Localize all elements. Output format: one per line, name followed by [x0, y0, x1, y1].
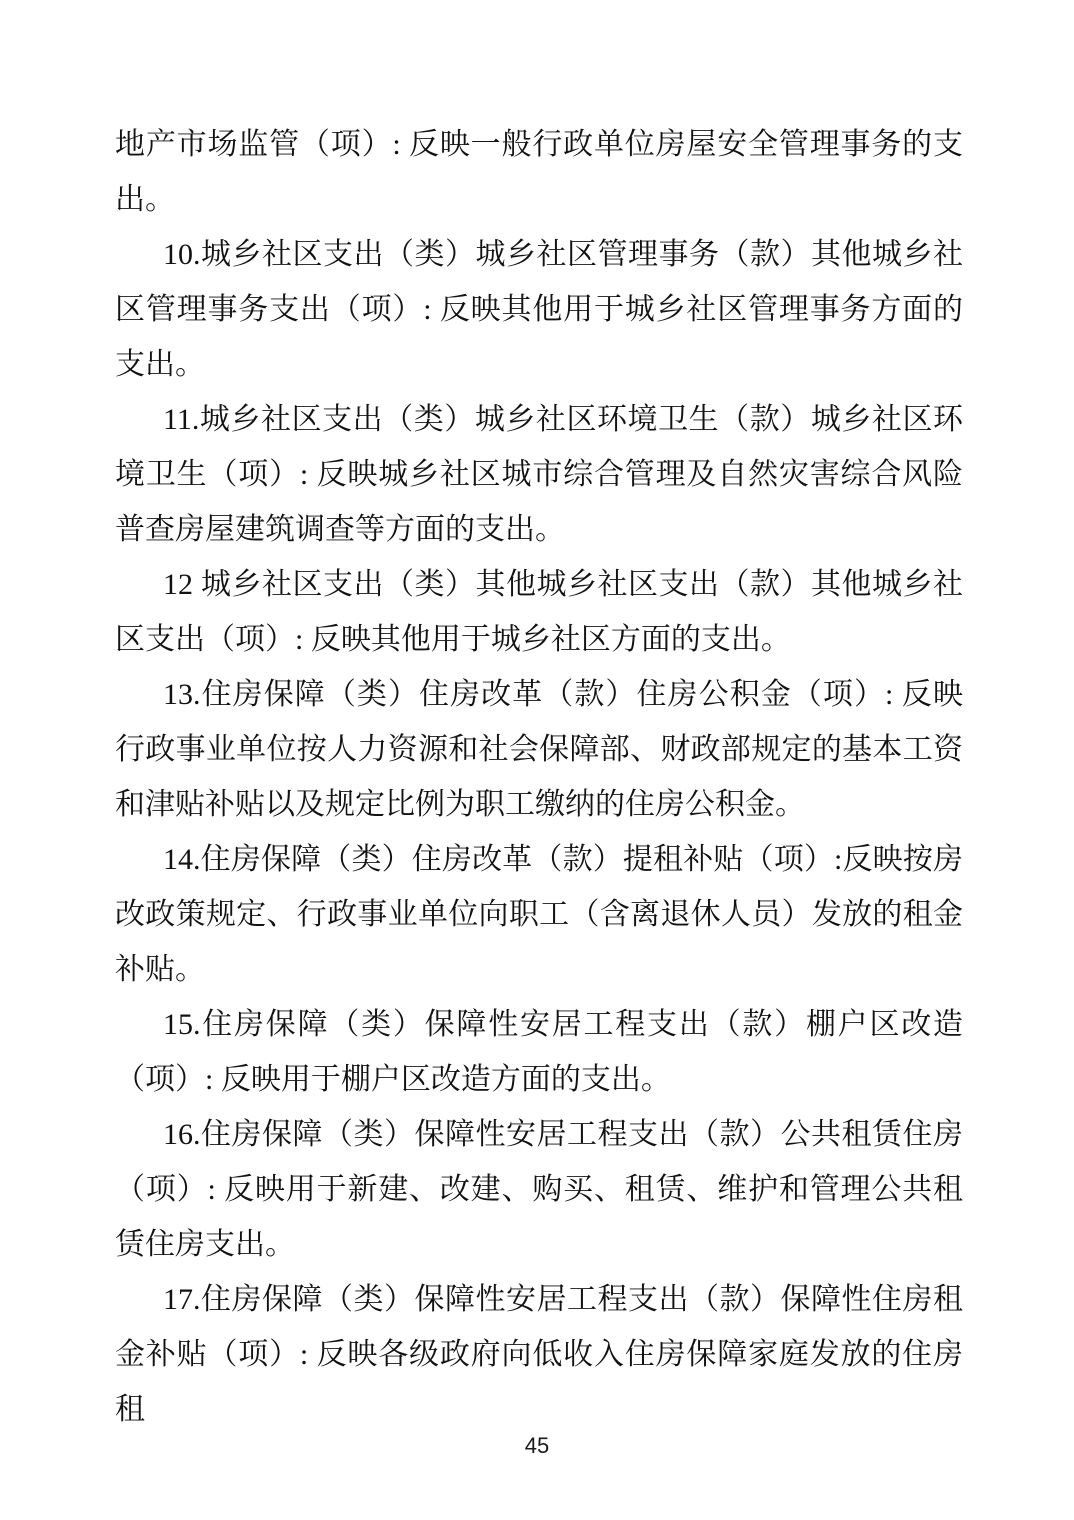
paragraph: 10.城乡社区支出（类）城乡社区管理事务（款）其他城乡社区管理事务支出（项）: 反映其他用于城乡社区管理事务方面的支出。: [115, 238, 963, 381]
paragraph: 11.城乡社区支出（类）城乡社区环境卫生（款）城乡社区环境卫生（项）: 反映城乡社区城市综合管理及自然灾害综合风险普查房屋建筑调查等方面的支出。: [115, 403, 963, 546]
paragraph: 17.住房保障（类）保障性安居工程支出（款）保障性住房租金补贴（项）: 反映各级政府向低收入住房保障家庭发放的住房租: [115, 1283, 963, 1426]
paragraph: 地产市场监管（项）: 反映一般行政单位房屋安全管理事务的支出。: [115, 128, 963, 216]
page-number: 45: [524, 1433, 550, 1458]
paragraph: 16.住房保障（类）保障性安居工程支出（款）公共租赁住房（项）: 反映用于新建、改建、购买、租赁、维护和管理公共租赁住房支出。: [115, 1118, 963, 1261]
document-body: [115, 117, 963, 1437]
paragraph: 13.住房保障（类）住房改革（款）住房公积金（项）: 反映行政事业单位按人力资源和社会保障部、财政部规定的基本工资和津贴补贴以及规定比例为职工缴纳的住房公积金。: [115, 678, 963, 821]
paragraph: 14.住房保障（类）住房改革（款）提租补贴（项）:反映按房改政策规定、行政事业单位向职工（含离退休人员）发放的租金补贴。: [115, 843, 963, 986]
paragraph: 12 城乡社区支出（类）其他城乡社区支出（款）其他城乡社区支出（项）: 反映其他用于城乡社区方面的支出。: [115, 568, 963, 656]
paragraph: 15.住房保障（类）保障性安居工程支出（款）棚户区改造（项）: 反映用于棚户区改造方面的支出。: [115, 1008, 963, 1096]
